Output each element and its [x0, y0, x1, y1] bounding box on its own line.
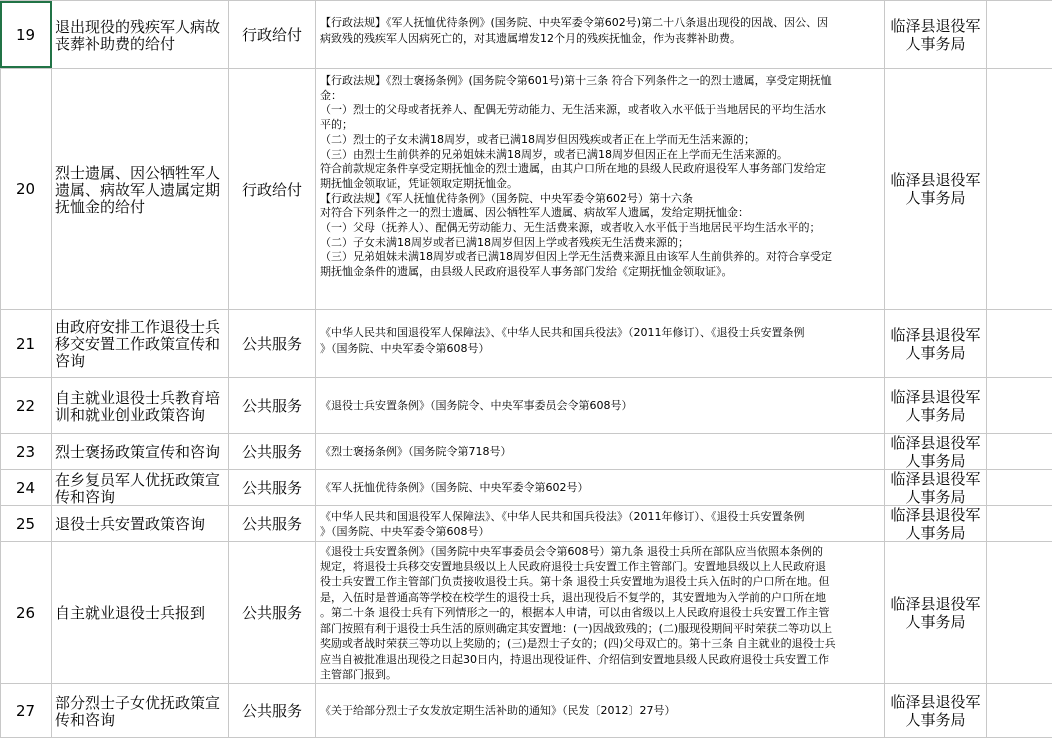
department-cell[interactable]: [885, 434, 987, 469]
department-text: 临泽县退役军 人事务局: [890, 434, 981, 469]
legal-basis-cell[interactable]: [316, 542, 885, 683]
item-name-cell[interactable]: [52, 506, 229, 541]
department-text: 临泽县退役军 人事务局: [890, 387, 981, 424]
legal-basis-cell[interactable]: [316, 434, 885, 469]
table-row: [0, 684, 1052, 738]
item-name-cell[interactable]: [52, 310, 229, 377]
department-cell[interactable]: [885, 310, 987, 377]
department-text: 临泽县退役军 人事务局: [890, 16, 981, 53]
row-number: 23: [15, 442, 36, 461]
item-type: 行政给付: [241, 180, 302, 199]
row-number-cell[interactable]: [0, 684, 52, 737]
empty-cell[interactable]: [987, 684, 1052, 737]
item-name: 部分烈士子女优抚政策宣传和咨询: [55, 693, 221, 729]
legal-basis-cell[interactable]: [316, 1, 885, 68]
empty-cell[interactable]: [987, 506, 1052, 541]
legal-basis-text: 【行政法规】《军人抚恤优待条例》(国务院、中央军委令第602号)第二十八条退出现役的因战、因公、因 病致残的残疾军人因病死亡的，对其遗属增发12个月的残疾抚恤金，作为丧葬补助费。: [320, 16, 829, 45]
department-cell[interactable]: [885, 684, 987, 737]
item-name: 退出现役的残疾军人病故丧葬补助费的给付: [55, 17, 221, 53]
legal-basis-cell[interactable]: [316, 69, 885, 309]
table-row: [0, 542, 1052, 684]
item-name: 在乡复员军人优抚政策宣传和咨询: [55, 470, 221, 505]
item-name-cell[interactable]: [52, 69, 229, 309]
item-type: 公共服务: [241, 479, 302, 497]
row-number: 24: [15, 478, 36, 497]
empty-cell[interactable]: [987, 69, 1052, 309]
department-text: 临泽县退役军 人事务局: [890, 470, 981, 505]
empty-cell[interactable]: [987, 310, 1052, 377]
item-name: 由政府安排工作退役士兵移交安置工作政策宣传和咨询: [55, 318, 221, 370]
department-cell[interactable]: [885, 470, 987, 505]
legal-basis-cell[interactable]: [316, 684, 885, 737]
legal-basis-cell[interactable]: [316, 506, 885, 541]
department-text: 临泽县退役军 人事务局: [890, 171, 981, 207]
item-type: 公共服务: [241, 397, 302, 415]
row-number-cell[interactable]: [0, 506, 52, 541]
table-row: [0, 310, 1052, 378]
legal-basis-text: 《中华人民共和国退役军人保障法》、《中华人民共和国兵役法》（2011年修订）、《退役士兵安置条例 》（国务院、中央军委令第608号）: [320, 326, 805, 355]
row-number-cell[interactable]: [0, 378, 52, 433]
legal-basis-text: 【行政法规】《烈士褒扬条例》(国务院令第601号)第十三条 符合下列条件之一的烈士遗属，享受定期抚恤 金： （一）烈士的父母或者抚养人、配偶无劳动能力、无生活来源，或者收入水平低于当地居民的平均生活水 平的； （二）烈士的子女未满18周岁，或者已满18周岁但因残疾或者正在上学而无生活来源的； （三）由烈士生前供养的兄弟姐妹未满18周岁，或者已满18周岁但因正在上学而无生活来源的。 符合前款规定条件享受定期抚恤金的烈士遗属，由其户口所在地的县级人民政府退役军人事务部门发给定 期抚恤金领取证，凭证领取定期抚恤金。 【行政法规】《军人抚恤优待条例》（国务院、中央军委令第602号）第十六条 对符合下列条件之一的烈士遗属、因公牺牲军人遗属、病故军人遗属，发给定期抚恤金： （一）父母（抚养人）、配偶无劳动能力、无生活费来源，或者收入水平低于当地居民平均生活水平的； （二）子女未满18周岁或者已满18周岁但因上学或者残疾无生活费来源的； （三）兄弟姐妹未满18周岁或者已满18周岁但因上学无生活费来源且由该军人生前供养的。对符合享受定 期抚恤金条件的遗属，由县级人民政府退役军人事务部门发给《定期抚恤金领取证》。: [320, 74, 832, 279]
item-type: 公共服务: [241, 515, 302, 533]
row-number: 19: [15, 25, 36, 44]
item-name: 自主就业退役士兵教育培训和就业创业政策咨询: [55, 388, 221, 424]
row-number-cell[interactable]: [0, 470, 52, 505]
item-type-cell[interactable]: [229, 470, 316, 505]
legal-basis-text: 《退役士兵安置条例》（国务院令、中央军事委员会令第608号）: [320, 399, 633, 413]
item-type: 公共服务: [241, 702, 302, 720]
empty-cell[interactable]: [987, 434, 1052, 469]
table-row: [0, 470, 1052, 506]
item-name: 烈士遗属、因公牺牲军人遗属、病故军人遗属定期抚恤金的给付: [55, 163, 221, 216]
item-name-cell[interactable]: [52, 684, 229, 737]
item-name-cell[interactable]: [52, 434, 229, 469]
legal-basis-text: 《关于给部分烈士子女发放定期生活补助的通知》（民发〔2012〕27号）: [320, 704, 676, 718]
department-text: 临泽县退役军 人事务局: [890, 692, 981, 729]
item-name: 自主就业退役士兵报到: [55, 604, 206, 622]
row-number: 26: [15, 603, 36, 622]
department-cell[interactable]: [885, 1, 987, 68]
item-type-cell[interactable]: [229, 1, 316, 68]
row-number: 21: [15, 334, 36, 353]
empty-cell[interactable]: [987, 378, 1052, 433]
row-number-cell[interactable]: [0, 1, 52, 68]
row-number: 27: [15, 701, 36, 720]
legal-basis-text: 《烈士褒扬条例》（国务院令第718号）: [320, 445, 512, 459]
empty-cell[interactable]: [987, 1, 1052, 68]
row-number: 22: [15, 396, 36, 415]
legal-basis-text: 《中华人民共和国退役军人保障法》、《中华人民共和国兵役法》（2011年修订）、《退役士兵安置条例 》（国务院、中央军委令第608号）: [320, 510, 805, 538]
legal-basis-cell[interactable]: [316, 470, 885, 505]
table-row: [0, 506, 1052, 542]
legal-basis-text: 《军人抚恤优待条例》（国务院、中央军委令第602号）: [320, 481, 589, 495]
item-type-cell[interactable]: [229, 684, 316, 737]
row-number-cell[interactable]: [0, 69, 52, 309]
item-name-cell[interactable]: [52, 1, 229, 68]
department-cell[interactable]: [885, 69, 987, 309]
department-cell[interactable]: [885, 378, 987, 433]
table-row: [0, 434, 1052, 470]
item-name-cell[interactable]: [52, 542, 229, 683]
item-name-cell[interactable]: [52, 470, 229, 505]
department-text: 临泽县退役军 人事务局: [890, 506, 981, 541]
empty-cell[interactable]: [987, 542, 1052, 683]
department-text: 临泽县退役军 人事务局: [890, 325, 981, 362]
item-type: 公共服务: [241, 335, 302, 353]
row-number: 25: [15, 514, 36, 533]
table-row: [0, 0, 1052, 69]
row-number-cell[interactable]: [0, 542, 52, 683]
item-type: 公共服务: [241, 604, 302, 622]
item-type-cell[interactable]: [229, 434, 316, 469]
table-row: [0, 69, 1052, 310]
legal-basis-text: 《退役士兵安置条例》（国务院中央军事委员会令第608号）第九条 退役士兵所在部队应当依照本条例的 规定，将退役士兵移交安置地县级以上人民政府退役士兵安置工作主管部门。安置地县级以上人民政府退 役士兵安置工作主管部门负责接收退役士兵。第十条 退役士兵安置地为退役士兵入伍时的户口所在地。但 是，入伍时是普通高等学校在校学生的退役士兵，退出现役后不复学的，其安置地为入学前的户口所在地 。第二十条 退役士兵有下列情形之一的，根据本人申请，可以由省级以上人民政府退役士兵安置工作主管 部门按照有利于退役士兵生活的原则确定其安置地：(一)因战致残的；(二)服现役期间平时荣获二等功以上 奖励或者战时荣获三等功以上奖励的；(三)是烈士子女的；(四)父母双亡的。第十三条 自主就业的退役士兵 应当自被批准退出现役之日起30日内，持退出现役证件、介绍信到安置地县级人民政府退役士兵安置工作 主管部门报到。: [320, 544, 836, 681]
row-number-cell[interactable]: [0, 310, 52, 377]
item-type-cell[interactable]: [229, 378, 316, 433]
department-cell[interactable]: [885, 506, 987, 541]
row-number-cell[interactable]: [0, 434, 52, 469]
item-name: 烈士褒扬政策宣传和咨询: [55, 443, 221, 461]
row-number: 20: [15, 180, 36, 198]
legal-basis-cell[interactable]: [316, 310, 885, 377]
item-name-cell[interactable]: [52, 378, 229, 433]
item-type-cell[interactable]: [229, 506, 316, 541]
item-type-cell[interactable]: [229, 542, 316, 683]
item-type: 行政给付: [241, 26, 302, 44]
item-type-cell[interactable]: [229, 69, 316, 309]
department-text: 临泽县退役军 人事务局: [890, 594, 981, 631]
department-cell[interactable]: [885, 542, 987, 683]
legal-basis-cell[interactable]: [316, 378, 885, 433]
item-type-cell[interactable]: [229, 310, 316, 377]
item-type: 公共服务: [241, 443, 302, 461]
item-name: 退役士兵安置政策咨询: [55, 515, 206, 533]
empty-cell[interactable]: [987, 470, 1052, 505]
table-row: [0, 378, 1052, 434]
